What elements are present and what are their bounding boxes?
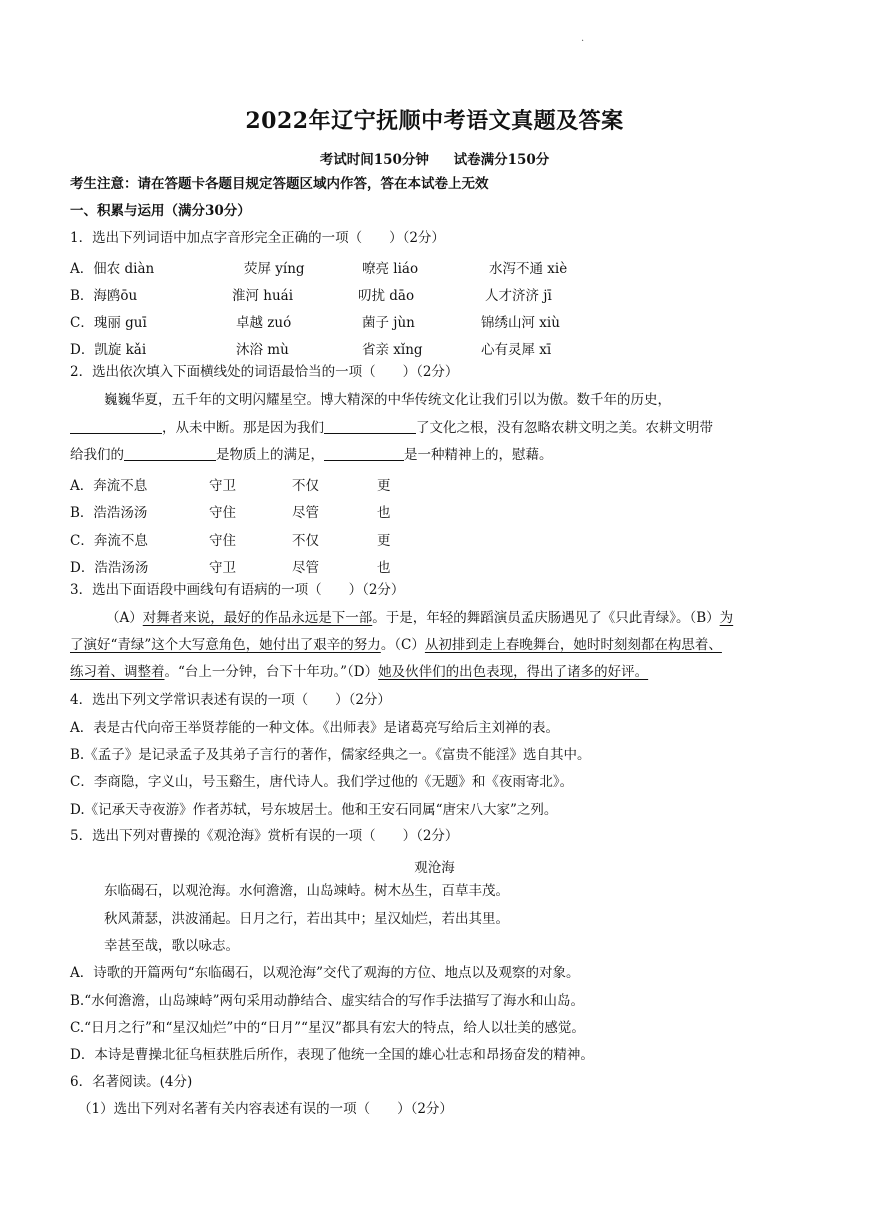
option-cell: A．佃农 diàn — [70, 261, 155, 277]
question-3-stem: 3．选出下面语段中画线句有语病的一项（ ）（2分） — [70, 582, 405, 598]
page-title: 2022年辽宁抚顺中考语文真题及答案 — [245, 108, 624, 134]
option-cell: 也 — [377, 505, 391, 521]
option-cell: 卓越 zuó — [236, 315, 292, 331]
underlined-sentence-c: 从初排到走上春晚舞台，她时时刻刻都在构思着、 — [424, 637, 722, 653]
option-cell: 省亲 xǐng — [362, 342, 423, 358]
question-4-option-c: C．李商隐，字义山，号玉谿生，唐代诗人。我们学过他的《无题》和《夜雨寄北》。 — [70, 774, 574, 790]
option-cell: C．奔流不息 — [70, 533, 148, 549]
question-5-stem: 5．选出下列对曹操的《观沧海》赏析有误的一项（ ）（2分） — [70, 828, 459, 844]
option-cell: 尽管 — [292, 560, 319, 576]
option-cell: 守卫 — [209, 478, 236, 494]
passage-text: 。（C） — [380, 637, 425, 653]
passage-text: ，从未中断。那是因为我们 — [162, 420, 324, 436]
option-cell: 守住 — [209, 533, 236, 549]
fill-blank — [70, 419, 162, 434]
option-cell: 守住 — [209, 505, 236, 521]
question-3-passage-line-3 — [70, 664, 648, 680]
option-cell: 更 — [377, 533, 391, 549]
option-cell: C．瑰丽 guī — [70, 315, 147, 331]
option-cell: 更 — [377, 478, 391, 494]
option-cell: B．海鸥ōu — [70, 288, 138, 304]
poem-line: 幸甚至哉，歌以咏志。 — [104, 938, 239, 954]
option-cell: 人才济济 jī — [485, 288, 552, 304]
option-cell: 尽管 — [292, 505, 319, 521]
option-cell: 菌子 jùn — [362, 315, 415, 331]
question-5-option-b: B.“水何澹澹，山岛竦峙”两句采用动静结合、虚实结合的写作手法描写了海水和山岛。 — [70, 993, 585, 1009]
option-cell: 不仅 — [292, 533, 319, 549]
option-cell: 守卫 — [209, 560, 236, 576]
question-1-stem: 1．选出下列词语中加点字音形完全正确的一项（ ）（2分） — [70, 230, 445, 246]
passage-text: 。“台上一分钟，台下十年功。”（D） — [164, 664, 379, 680]
option-cell: 荧屏 yíng — [244, 261, 305, 277]
exam-time: 考试时间150分钟 — [319, 152, 429, 168]
question-2-passage-line-3 — [70, 446, 553, 463]
question-5-option-a: A．诗歌的开篇两句“东临碣石，以观沧海”交代了观海的方位、地点以及观察的对象。 — [70, 965, 580, 981]
question-4-option-b: B.《孟子》是记录孟子及其弟子言行的著作，儒家经典之一。《富贵不能淫》选自其中。 — [70, 747, 591, 763]
option-cell: 叨扰 dāo — [358, 288, 415, 304]
poem-line: 秋风萧瑟，洪波涌起。日月之行，若出其中；星汉灿烂，若出其里。 — [104, 911, 509, 927]
top-dot: · — [581, 36, 585, 47]
option-cell: 淮河 huái — [232, 288, 294, 304]
poem-title: 观沧海 — [414, 860, 455, 876]
question-2-passage-line-1: 巍巍华夏，五千年的文明闪耀星空。博大精深的中华传统文化让我们引以为傲。数千年的历史， — [104, 392, 671, 408]
question-2-passage-line-2 — [70, 419, 713, 436]
passage-text: 是一种精神上的，慰藉。 — [404, 447, 553, 463]
fill-blank — [124, 446, 216, 461]
question-4-stem: 4．选出下列文学常识表述有误的一项（ ）（2分） — [70, 692, 391, 708]
option-cell: 心有灵犀 xī — [481, 342, 552, 358]
poem-line: 东临碣石，以观沧海。水何澹澹，山岛竦峙。树木丛生，百草丰茂。 — [104, 883, 509, 899]
option-cell: D．浩浩汤汤 — [70, 560, 149, 576]
question-5-option-c: C.“日月之行”和“星汉灿烂”中的“日月”“星汉”都具有宏大的特点，给人以壮美的感觉。 — [70, 1020, 585, 1036]
option-cell: D．凯旋 kǎi — [70, 342, 147, 358]
underlined-sentence-b: 为 — [719, 610, 734, 626]
fill-blank — [324, 446, 404, 461]
passage-label: （A） — [106, 610, 143, 626]
section-heading: 一、积累与运用（满分30分） — [70, 203, 251, 219]
option-cell: 水泻不通 xiè — [489, 261, 568, 277]
option-cell: 锦绣山河 xiù — [481, 315, 560, 331]
passage-text: 是物质上的满足， — [216, 447, 324, 463]
question-4-option-a: A．表是古代向帝王举贤荐能的一种文体。《出师表》是诸葛亮写给后主刘禅的表。 — [70, 720, 559, 736]
option-cell: B．浩浩汤汤 — [70, 505, 148, 521]
underlined-sentence-d: 她及伙伴们的出色表现，得出了诸多的好评。 — [378, 664, 649, 680]
question-6-sub-1: （1）选出下列对名著有关内容表述有误的一项（ ）（2分） — [78, 1101, 453, 1117]
question-4-option-d: D.《记承天寺夜游》作者苏轼，号东坡居士。他和王安石同属“唐宋八大家”之列。 — [70, 802, 558, 818]
underlined-sentence-c: 练习着、调整着 — [70, 664, 165, 680]
underlined-sentence-a: 对舞者来说，最好的作品永远是下一部 — [142, 610, 373, 626]
question-3-passage-line-2 — [70, 637, 722, 653]
option-cell: A．奔流不息 — [70, 478, 148, 494]
question-6-stem: 6．名著阅读。(4分) — [70, 1074, 193, 1090]
option-cell: 也 — [377, 560, 391, 576]
question-5-option-d: D．本诗是曹操北征乌桓获胜后所作，表现了他统一全国的雄心壮志和昂扬奋发的精神。 — [70, 1047, 594, 1063]
question-2-stem: 2．选出依次填入下面横线处的词语最恰当的一项（ ）（2分） — [70, 364, 459, 380]
full-score: 试卷满分150分 — [453, 152, 550, 168]
underlined-sentence-b: 了演好“青绿”这个大写意角色，她付出了艰辛的努力 — [70, 637, 381, 653]
fill-blank — [324, 419, 416, 434]
option-cell: 沐浴 mù — [236, 342, 289, 358]
exam-info — [0, 148, 869, 168]
passage-text: 了文化之根，没有忽略农耕文明之美。农耕文明带 — [416, 420, 713, 436]
question-3-passage-line-1 — [106, 610, 733, 626]
option-cell: 不仅 — [292, 478, 319, 494]
option-cell: 嘹亮 liáo — [362, 261, 419, 277]
passage-text: 给我们的 — [70, 447, 124, 463]
passage-text: 。于是，年轻的舞蹈演员孟庆肠遇见了《只此青绿》。（B） — [372, 610, 720, 626]
notice: 考生注意：请在答题卡各题目规定答题区域内作答，答在本试卷上无效 — [70, 176, 489, 192]
